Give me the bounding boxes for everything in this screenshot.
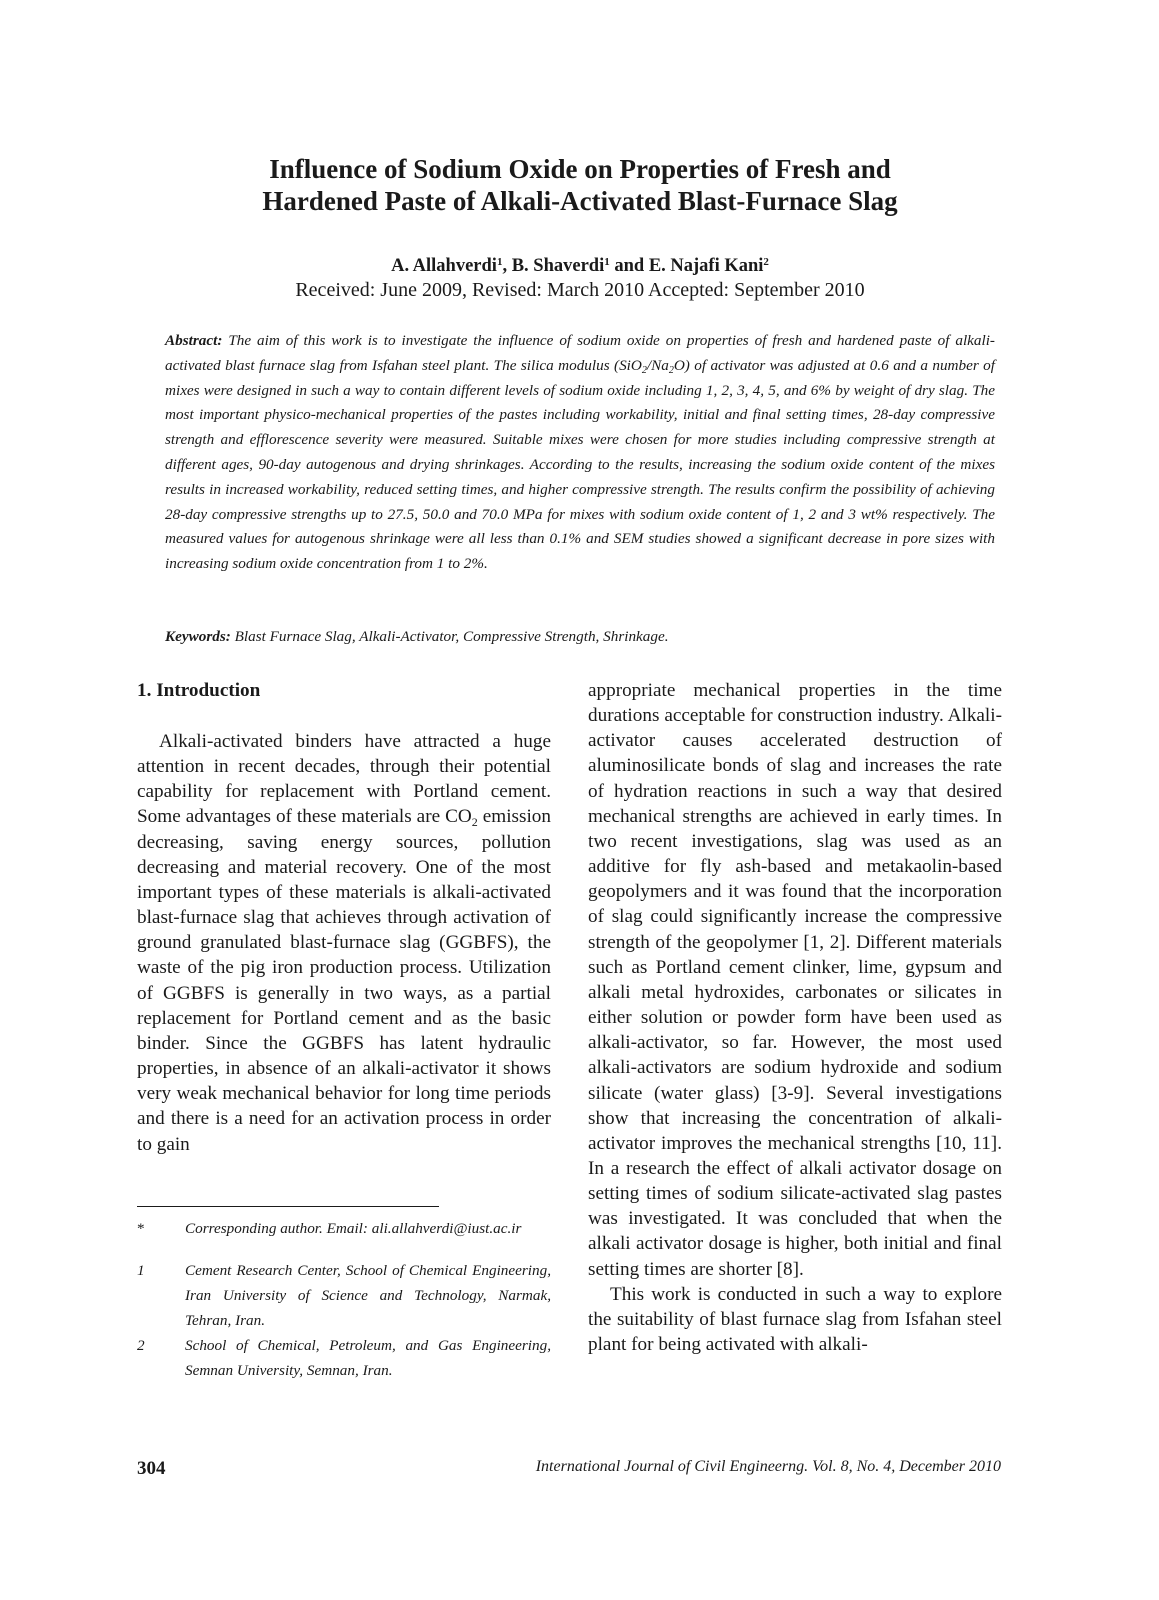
title-line-2: Hardened Paste of Alkali-Activated Blast-Furnace Slag xyxy=(262,186,898,216)
abstract xyxy=(165,329,995,577)
author-name: B. Shaverdi xyxy=(511,256,605,276)
footnote-text: Cement Research Center, School of Chemical Engineering, Iran University of Science and Technology, Narmak, Tehran, Iran. xyxy=(185,1262,551,1329)
footnote-corresponding xyxy=(137,1216,551,1241)
keywords xyxy=(165,626,995,648)
subscript: 2 xyxy=(471,815,478,830)
author-name: A. Allahverdi xyxy=(391,256,497,276)
submission-dates: Received: June 2009, Revised: March 2010 Accepted: September 2010 xyxy=(295,279,865,301)
title-line-1: Influence of Sodium Oxide on Properties of Fresh and xyxy=(269,154,891,184)
subscript: 2 xyxy=(668,364,674,376)
paper-title xyxy=(160,153,1000,217)
body-paragraph xyxy=(137,729,551,1157)
author-name: E. Najafi Kani xyxy=(648,256,764,276)
author-separator: , xyxy=(502,256,512,276)
paragraph-text: Alkali-activated binders have attracted a huge attention in recent decades, through their potential capability for replacement with Portland cement. Some advantages of these materials are CO xyxy=(137,731,551,828)
author-list xyxy=(160,250,1000,278)
section-heading-introduction: 1. Introduction xyxy=(137,680,261,701)
footnote-affiliation-1 xyxy=(137,1258,551,1333)
body-paragraph: This work is conducted in such a way to explore the suitability of blast furnace slag from Isfahan steel plant for being activated with alkali- xyxy=(588,1283,1002,1356)
left-column xyxy=(137,729,551,1157)
right-column xyxy=(588,678,1002,1357)
body-paragraph: appropriate mechanical properties in the time durations acceptable for construction industry. Alkali-activator causes accelerated destruction of aluminosilicate bonds of slag and increases the rate of hydration reactions in such a way that desired mechanical strengths are achieved in early times. In two recent investigations, slag was used as an additive for fly ash-based and metakaolin-based geopolymers and it was found that the incorporation of slag could significantly increase the compressive strength of the geopolymer [1, 2]. Different materials such as Portland cement clinker, lime, gypsum and alkali metal hydroxides, carbonates or silicates in either solution or powder form have been used as alkali-activator, so far. However, the most used alkali-activators are sodium hydroxide and sodium silicate (water glass) [3-9]. Several investigations show that increasing the concentration of alkali-activator improves the mechanical strengths [10, 11]. In a research the effect of alkali activator dosage on setting times of sodium silicate-activated slag pastes was investigated. It was concluded that when the alkali activator dosage is higher, both initial and final setting times are shorter [8]. xyxy=(588,680,1002,1280)
footnote-text: Corresponding author. Email: ali.allahverdi@iust.ac.ir xyxy=(185,1220,522,1237)
subscript: 2 xyxy=(641,364,647,376)
abstract-text: The aim of this work is to investigate the influence of sodium oxide on properties of fresh and hardened paste of alkali-activated blast furnace slag from Isfahan steel plant. The silica modulus (SiO xyxy=(165,332,995,374)
footnote-marker: * xyxy=(137,1220,145,1237)
journal-citation: International Journal of Civil Engineerng. Vol. 8, No. 4, December 2010 xyxy=(535,1458,1001,1475)
keywords-label: Keywords: xyxy=(165,628,231,645)
paragraph-text: emission decreasing, saving energy sources, pollution decreasing and material recovery. One of the most important types of these materials is alkali-activated blast-furnace slag that achieves through activation of ground granulated blast-furnace slag (GGBFS), the waste of the pig iron production process. Utilization of GGBFS is generally in two ways, as a partial replacement for Portland cement and as the basic binder. Since the GGBFS has latent hydraulic properties, in absence of an alkali-activator it shows very weak mechanical behavior for long time periods and there is a need for an activation process in order to gain xyxy=(137,806,551,1155)
abstract-text: /Na xyxy=(646,356,669,374)
affiliation-mark: 1 xyxy=(496,256,503,268)
abstract-label: Abstract: xyxy=(165,332,223,349)
abstract-text: O) of activator was adjusted at 0.6 and a number of mixes were designed in such a way to contain different levels of sodium oxide including 1, 2, 3, 4, 5, and 6% by weight of dry slag. The most important physico-mechanical properties of the pastes including workability, initial and final setting times, 28-day compressive strength and efflorescence severity were measured. Suitable mixes were chosen for more studies including compressive strength at different ages, 90-day autogenous and drying shrinkages. According to the results, increasing the sodium oxide content of the mixes results in increased workability, reduced setting times, and higher compressive strength. The results confirm the possibility of achieving 28-day compressive strengths up to 27.5, 50.0 and 70.0 MPa for mixes with sodium oxide content of 1, 2 and 3 wt% respectively. The measured values for autogenous shrinkage were all less than 0.1% and SEM studies showed a significant decrease in pore sizes with increasing sodium oxide concentration from 1 to 2%. xyxy=(165,356,995,573)
affiliation-mark: 2 xyxy=(763,256,769,268)
footnote-marker: 2 xyxy=(137,1337,145,1354)
author-separator: and xyxy=(609,256,649,276)
affiliation-mark: 1 xyxy=(604,256,610,268)
footnote-marker: 1 xyxy=(137,1262,145,1279)
footnote-divider xyxy=(137,1206,439,1207)
footnote-affiliation-2 xyxy=(137,1333,551,1383)
footnote-text: School of Chemical, Petroleum, and Gas Engineering, Semnan University, Semnan, Iran. xyxy=(185,1337,551,1379)
page-number: 304 xyxy=(137,1458,166,1479)
keywords-text: Blast Furnace Slag, Alkali-Activator, Compressive Strength, Shrinkage. xyxy=(230,628,669,645)
